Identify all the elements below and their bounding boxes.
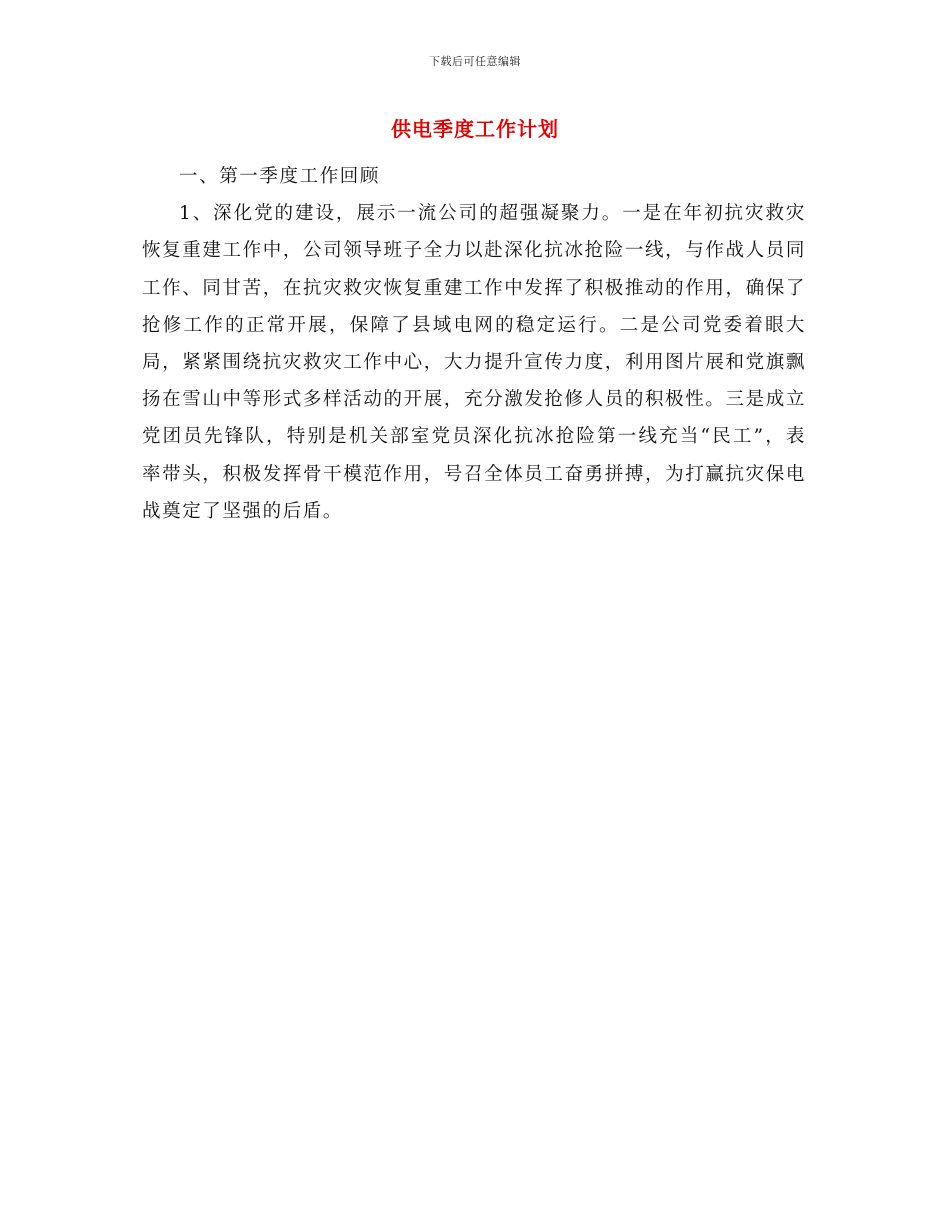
document-body <box>142 158 806 530</box>
paragraph: 1、深化党的建设，展示一流公司的超强凝聚力。一是在年初抗灾救灾恢复重建工作中，公司领导班子全力以赴深化抗冰抢险一线，与作战人员同工作、同甘苦，在抗灾救灾恢复重建工作中发挥了积极推动的作用，确保了抢修工作的正常开展，保障了县域电网的稳定运行。二是公司党委着眼大局，紧紧围绕抗灾救灾工作中心，大力提升宣传力度，利用图片展和党旗飘扬在雪山中等形式多样活动的开展，充分激发抢修人员的积极性。三是成立党团员先锋队，特别是机关部室党员深化抗冰抢险第一线充当“民工”，表率带头，积极发挥骨干模范作用，号召全体员工奋勇拼搏，为打赢抗灾保电战奠定了坚强的后盾。 <box>142 203 806 522</box>
page-header: 下载后可任意编辑 <box>429 55 521 68</box>
section-heading: 一、第一季度工作回顾 <box>179 166 381 187</box>
document-title: 供电季度工作计划 <box>391 117 559 141</box>
